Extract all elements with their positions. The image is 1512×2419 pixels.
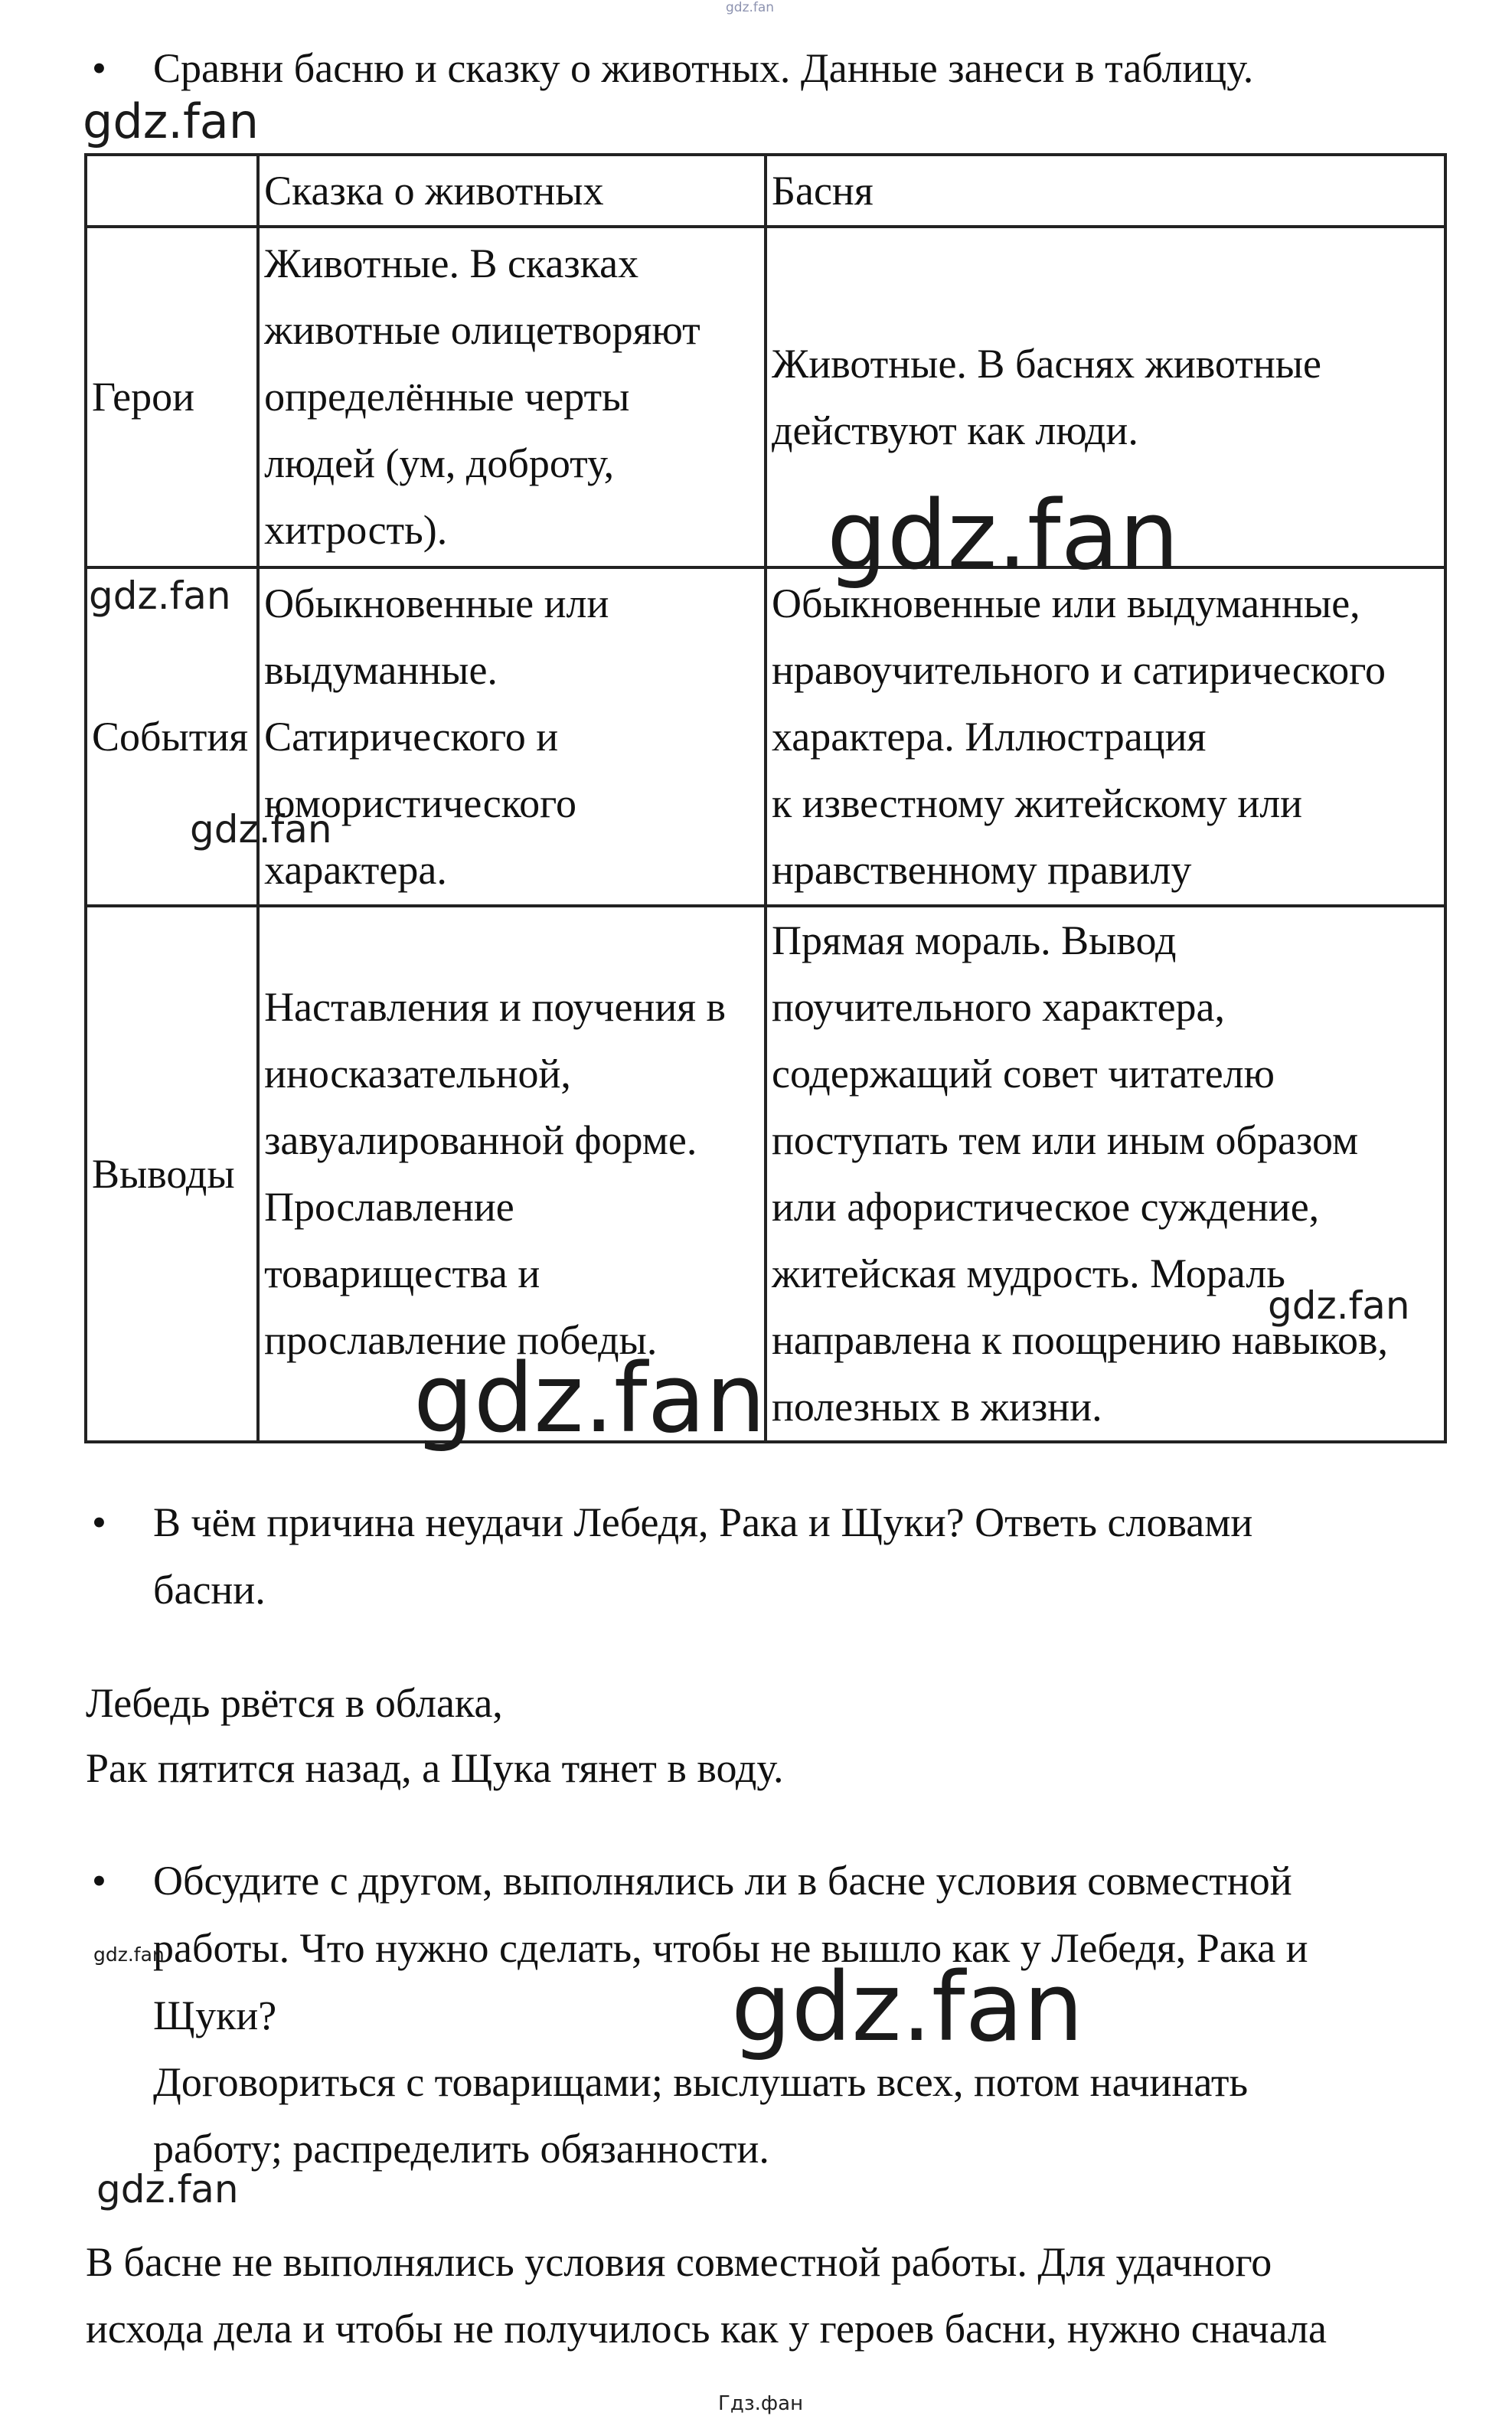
watermark: gdz.fan — [93, 1943, 165, 1966]
header-tale: Сказка о животных — [258, 155, 766, 227]
question-3-line-2: работы. Что нужно сделать, чтобы не вышло как у Лебедя, Рака и — [153, 1925, 1308, 1971]
watermark: gdz.fan — [827, 481, 1180, 591]
answer-3-line-1: Договориться с товарищами; выслушать всех, потом начинать — [153, 2059, 1249, 2105]
watermark: gdz.fan — [96, 2167, 239, 2211]
cell-fable-conclusions: Прямая мораль. Вывод поучительного характера, содержащий совет читателю поступать тем или иным образом или афористическое суждение, житейская мудрость. Мораль направлена к поощрению навыков, полезных в жизни. — [766, 906, 1445, 1442]
watermark: gdz.fan — [83, 93, 260, 149]
cell-fable-heroes: Животные. В баснях животные действуют как люди. — [766, 227, 1445, 567]
cell-tale-events: Обыкновенные или выдуманные. Сатирического и юмористического характера. — [258, 567, 766, 906]
cell-tale-heroes: Животные. В сказках животные олицетворяют определённые черты людей (ум, доброту, хитрость). — [258, 227, 766, 567]
question-3-line-1: Обсудите с другом, выполнялись ли в басне условия совместной — [153, 1858, 1292, 1904]
comparison-table — [84, 153, 1447, 1443]
final-line-1: В басне не выполнялись условия совместной работы. Для удачного — [86, 2239, 1272, 2285]
watermark: gdz.fan — [1268, 1283, 1410, 1328]
question-2-line-1: В чём причина неудачи Лебедя, Рака и Щуки? Ответь словами — [153, 1499, 1253, 1545]
watermark-bottom: Гдз.фан — [718, 2392, 804, 2415]
watermark-top: gdz.fan — [726, 0, 775, 15]
row-label-conclusions: Выводы — [86, 906, 258, 1442]
cell-fable-events: Обыкновенные или выдуманные, нравоучительного и сатирического характера. Иллюстрация к известному житейскому или нравственному правилу — [766, 567, 1445, 906]
table-row — [86, 227, 1445, 567]
answer-2-line-2: Рак пятится назад, а Щука тянет в воду. — [86, 1745, 784, 1791]
answer-3-line-2: работу; распределить обязанности. — [153, 2126, 769, 2172]
question-1: Сравни басню и сказку о животных. Данные занеси в таблицу. — [153, 45, 1254, 91]
table-row — [86, 567, 1445, 906]
row-label-heroes: Герои — [86, 227, 258, 567]
header-fable: Басня — [766, 155, 1445, 227]
watermark: gdz.fan — [413, 1344, 766, 1454]
watermark: gdz.fan — [190, 807, 332, 852]
row-label-events: События — [86, 567, 258, 906]
bullet-q1: • — [92, 45, 106, 91]
table-header-row — [86, 155, 1445, 227]
question-3-line-3: Щуки? — [153, 1992, 277, 2038]
bullet-q2: • — [92, 1499, 106, 1545]
watermark: gdz.fan — [731, 1953, 1084, 2063]
bullet-q3: • — [92, 1858, 106, 1904]
final-line-2: исхода дела и чтобы не получилось как у героев басни, нужно сначала — [86, 2306, 1327, 2352]
cell-tale-conclusions: Наставления и поучения в иносказательной, завуалированной форме. Прославление товарищества и прославление победы. — [258, 906, 766, 1442]
answer-2-line-1: Лебедь рвётся в облака, — [86, 1680, 503, 1726]
header-empty — [86, 155, 258, 227]
question-2-line-2: басни. — [153, 1567, 266, 1613]
watermark: gdz.fan — [89, 574, 231, 618]
